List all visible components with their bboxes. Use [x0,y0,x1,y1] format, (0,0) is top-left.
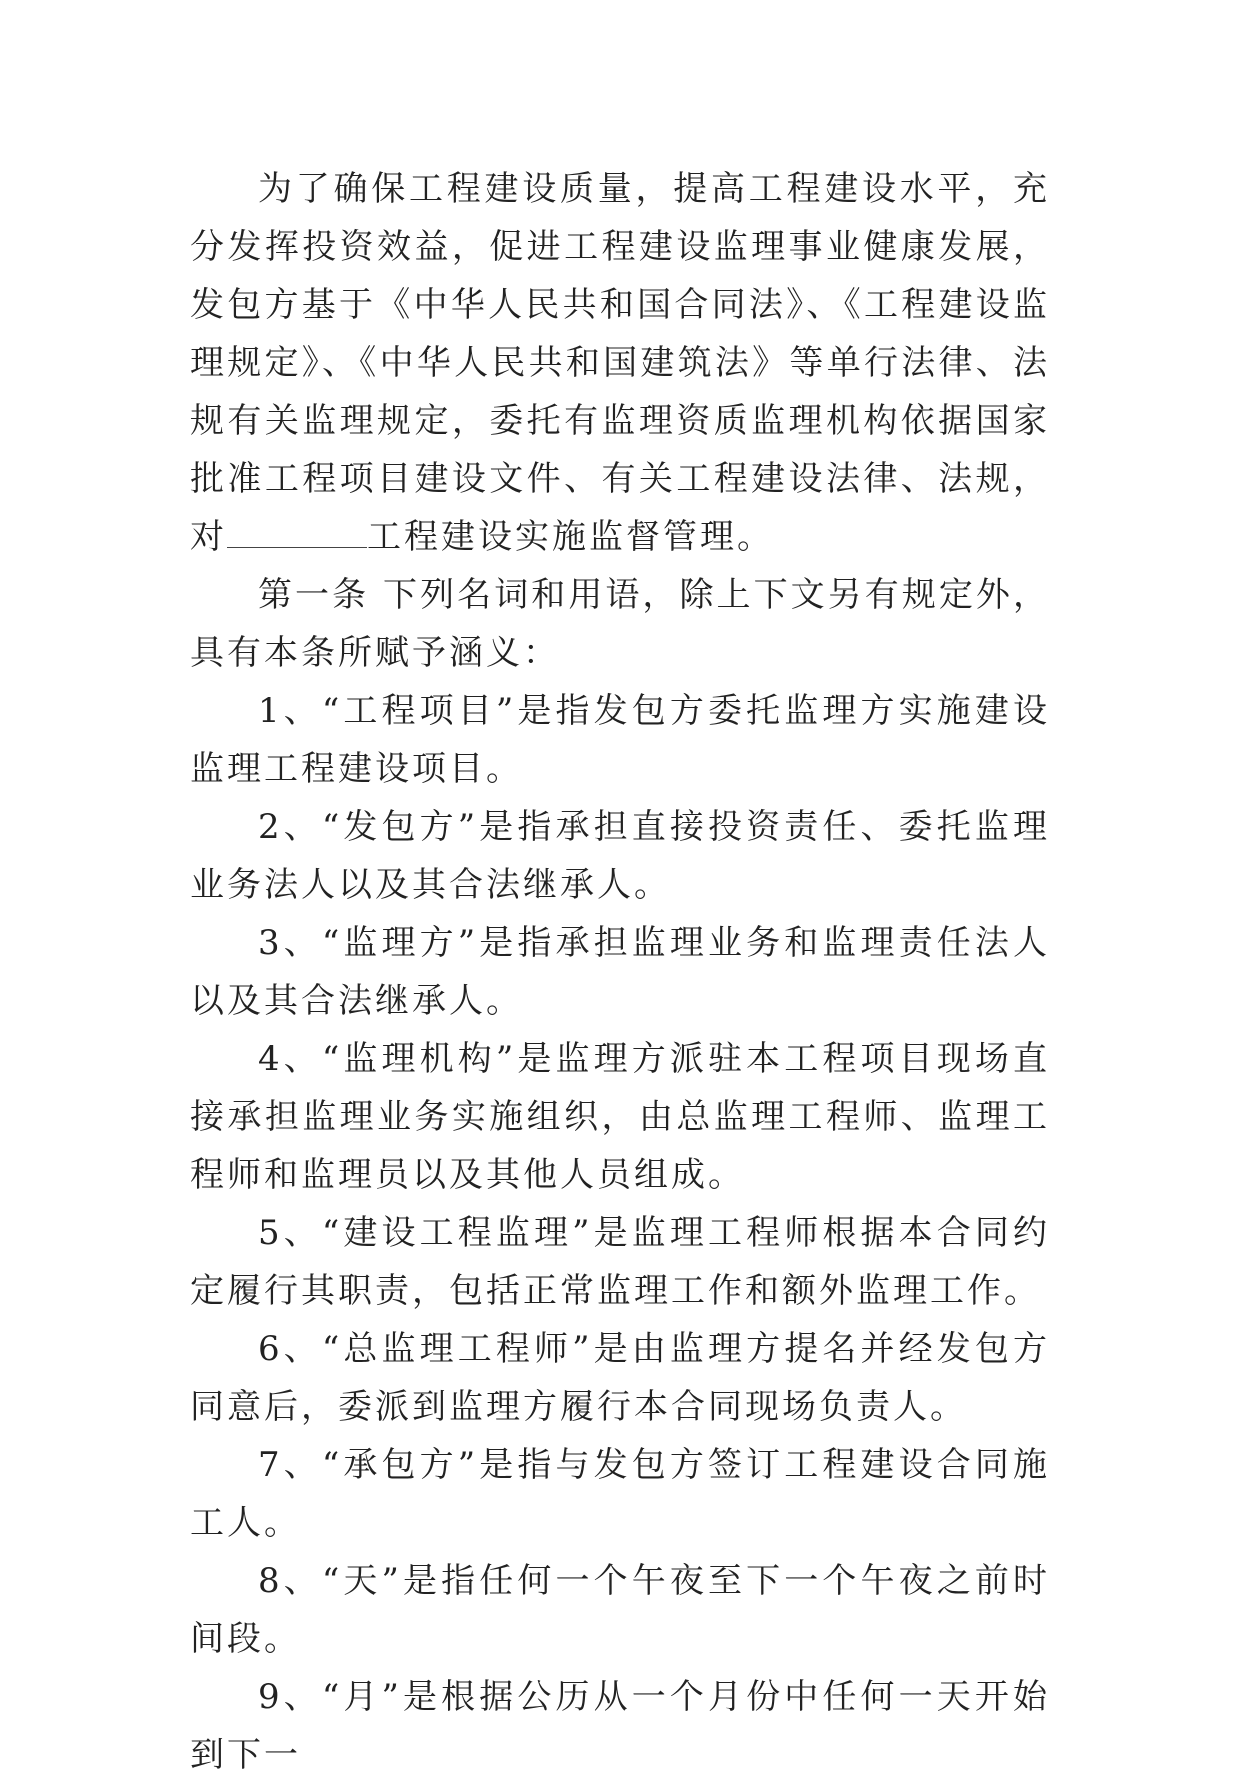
definition-item-3: 3、“监理方”是指承担监理业务和监理责任法人以及其合法继承人。 [190,923,1050,1021]
definition-item-8: 8、“天”是指任何一个午夜至下一个午夜之前时间段。 [190,1561,1050,1659]
definition-item-1: 1、“工程项目”是指发包方委托监理方实施建设监理工程建设项目。 [190,691,1050,789]
definition-item-6: 6、“总监理工程师”是由监理方提名并经发包方同意后，委派到监理方履行本合同现场负责人。 [190,1329,1050,1427]
document-body [190,160,1050,1784]
definition-item-7: 7、“承包方”是指与发包方签订工程建设合同施工人。 [190,1445,1050,1543]
definition-item-9: 9、“月”是根据公历从一个月份中任何一天开始到下一 [190,1677,1050,1775]
definition-item-5: 5、“建设工程监理”是监理工程师根据本合同约定履行其职责，包括正常监理工作和额外监理工作。 [190,1213,1050,1311]
definition-item-2: 2、“发包方”是指承担直接投资责任、委托监理业务法人以及其合法继承人。 [190,807,1050,905]
definition-item-4: 4、“监理机构”是监理方派驻本工程项目现场直接承担监理业务实施组织，由总监理工程师、监理工程师和监理员以及其他人员组成。 [190,1039,1050,1195]
intro-text-before: 为了确保工程建设质量，提高工程建设水平，充分发挥投资效益，促进工程建设监理事业健康发展，发包方基于《中华人民共和国合同法》、《工程建设监理规定》、《中华人民共和国建筑法》等单行法律、法规有关监理规定，委托有监理资质监理机构依据国家批准工程项目建设文件、有关工程建设法律、法规，对 [190,169,1050,557]
article-one-heading: 第一条 下列名词和用语，除上下文另有规定外，具有本条所赋予涵义： [190,575,1050,673]
intro-text-after: 工程建设实施监督管理。 [367,517,774,557]
project-name-blank[interactable] [227,515,367,548]
intro-paragraph [190,160,1050,566]
